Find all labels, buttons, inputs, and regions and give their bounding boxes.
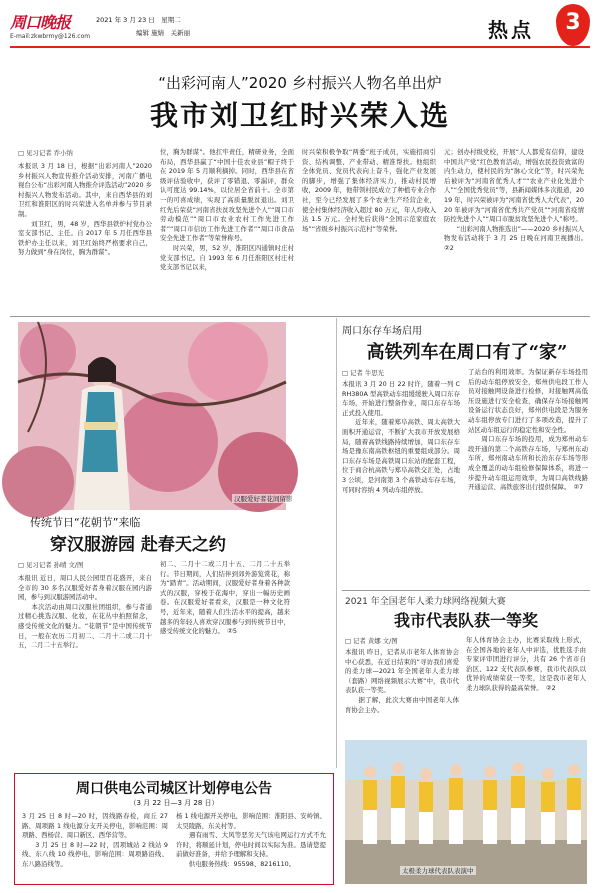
article5-col1: 3 月 25 日 8 时—20 时，因线路春检，商丘 27 路、周项路 1 线电源分支开关停电，影响范围：周项路、西杨营、周口新区、西华营等。 3 月 25 日 8 时—22 时，因项城站 2 线站 9 线、东八线 10 线停电，影响范围：周项路沿线、东八路沿线等。 xyxy=(22,812,168,868)
editor-line: 编辑 施婧 关新丽 xyxy=(136,29,191,37)
article3-col1: 本报讯 近日，周口人民公园里百花盛开，来自全市的 30 多名汉服爱好者身着汉服在园内游园，参与到汉服游园活动中。 本次活动由周口汉服社团组织，参与者通过精心挑选汉服、化妆，在花丛中拍照留念，感受传统文化的魅力。“花朝节”是中国传统节日，一般在农历二月初二、二月十二或二月十五，二月二十五举行。 xyxy=(18,574,152,650)
divider xyxy=(10,316,590,317)
article1-col4: 元；创办村级党校，开展“人人都爱有信仰，建设中国共产党”红色教育活动，增强农民投资致富的内生动力，使村民的为“脉心文化”等，时兴荣先后被评为“河南省优秀人才”“农业产业化先进个人”“全国优秀党员”等，县新闻媒体多次报道，2019 年，时兴荣被评为“河南省优秀人大代表”，2020 年被评为“河南省优秀共产党员”“河南省疫情防控先进个人”“周口市脱贫攻坚先进个人”称号。 “出彩河南人物推选出”——2020 乡村振兴人物发布活动将于 3 月 25 日晚在河南卫视播出。 ②2 xyxy=(444,148,584,252)
article1-kicker: “出彩河南人”2020 乡村振兴人物名单出炉 xyxy=(158,74,442,92)
article2-title: 高铁列车在周口有了“家” xyxy=(366,342,568,363)
article4-kicker: 2021 年全国老年人柔力球网络视频大赛 xyxy=(345,597,506,607)
rouliqiu-photo xyxy=(345,740,587,884)
article1-col3: 时兴荣积极争取“两委”班子成员，实施招商引资、结构调整、产业带动、精准帮扶。他组织全体党员、党员代表向上奋斗，强化产业发展的脚步，增强了集体经济实力，推动村民增收，2009 年，他带领村民成立了种植专业合作社，至今已经发展了多个农业生产经营企业，使全村集体经济收入超过 80 万元，年人均收入达 1.5 万元。全村先后获得“全国示范家庭农场”“省级乡村振兴示范村”等荣誉。 xyxy=(302,148,436,233)
article3-credit: □ 见习记者 孙晴 文/图 xyxy=(18,560,83,569)
article5-subtitle: （3 月 22 日—3 月 28 日） xyxy=(129,799,219,807)
article2-col1: 本报讯 3 月 20 日 22 时许，随着一列 CRH380A 型高铁动车组缓缓驶入周口东存车场，开始进行整备作业，周口东存车场正式投入使用。 近年来，随着郑阜高铁、周太高铁大面积开通运营，不断扩大我市开放发展格局，随着高铁线路持续增加，周口东存车场是豫东南高铁枢纽的重要组成部分。周口东存车场是高铁周口东站的配套工程，位于商合杭高铁与郑阜高铁交汇处，占地 3 公顷，是河南第 3 个高铁动车存车场，可同时容纳 4 列动车组停放。 xyxy=(342,380,460,494)
article4-credit: □ 记者 黄娜 文/图 xyxy=(345,636,398,645)
photo1-caption: 汉服爱好者花间留影 xyxy=(234,495,293,503)
divider xyxy=(342,590,590,591)
article3-title: 穿汉服游园 赴春天之约 xyxy=(50,535,226,555)
article1-title: 我市刘卫红时兴荣入选 xyxy=(149,99,450,132)
article2-kicker: 周口东存车场启用 xyxy=(342,326,422,337)
article5-col2: 杨 1 线电源开关停电，影响范围：淮阳县、安岭镇、太昊陵路、东关村等。 遇有雨雪、大风等恶劣天气该电网运行方式不允许时，将顺延计划，停电时间以实际为准。恳请您提前做好准备，并给予理解和支持。 供电服务热线：95598、8216110。 xyxy=(176,812,326,868)
article3-kicker: 传统节日“花朝节”来临 xyxy=(30,516,141,529)
column-divider xyxy=(336,318,337,768)
page-number-badge: 3 xyxy=(556,4,590,46)
article1-col2: 位，胸为群谋”。他扛牢责任，精研业务，全面布局，西华县赢了“中国十佳农业县”帽子终于在 2019 年 5 月顺利摘掉。同时，西华县在省级评估验收中，获评了零错退、零漏评，群众认可度达 99.14%，以位居全省前十。全市第一的可喜成绩，实现了高质量脱贫退出。刘卫红先后荣获“河南省扶贫攻坚先进个人”“周口市劳动模范”“周口市农业农村工作先进工作者”“周口市信访工作先进工作者”“周口市食品安全先进工作者”等荣誉称号。 时兴荣，男，52 岁，淮阳区四通镇时庄村党支部书记。自 1993 年 6 月任淮阳区村庄村党支部书记以来， xyxy=(160,148,294,272)
section-title: 热点 xyxy=(488,18,534,42)
header-rule xyxy=(10,46,590,48)
date-line: 2021 年 3 月 23 日 星期二 xyxy=(96,16,181,24)
article1-col1: 本报讯 3 月 18 日，根据“出彩河南人”2020 乡村振兴人物宣传推介活动安排，河南广播电视台公布“出彩河南人物推介评选活动”2020 乡村振兴人物发布活动。其中，来自西华县的刘卫红和淮阳区的时兴荣进入名单并参与节目录制。 刘卫红，男，48 岁，西华县铁炉村党办公室支部书记、主任。自 2017 年 5 月任西华县铁炉办主任以来，刘卫红始终严格要求自己，努力做到“身在岗位，胸为群谋”。 xyxy=(18,162,152,257)
article1-credit: □ 见习记者 乔小纳 xyxy=(18,148,73,157)
masthead-logo: 周口晚报 xyxy=(10,13,71,32)
photo2-caption: 太极柔力球代表队表演中 xyxy=(402,867,474,875)
article4-col2: 年人体育协会主办，比赛采取线上形式，在全国各地的老年人中评选，优胜选手由专家评审团进行评分，共有 26 个省市自治区、122 支代表队参赛，我市代表队以优异的成绩荣获一等奖，这是我市老年人柔力球队获得的最高荣誉。 ②2 xyxy=(466,636,586,692)
article5-title: 周口供电公司城区计划停电公告 xyxy=(76,781,272,797)
article2-credit: □ 记者 牛思光 xyxy=(342,368,384,377)
article2-col2: 了站台的利用效率。为保证新存车场投用后的动车组停放安全，郑州供电段工作人员对接触网设备进行检修，对接触网高低压设施进行安全检查，确保存车场接触网设备运行状态良好，郑州供电段是为服务动车组停放专门进行了多项改造，提升了站区动车组运行的稳定性和安全性。 周口东存车场的投用，成为郑州动车段开通的第二个高铁存车场，与郑州东动车所、郑州南动车所和长治东存车场等形成全覆盖的动车组检修保障体系，将进一步提升动车组运用效率，为周口高铁线路开通运营、高铁旅客出行提供保障。 ②7 xyxy=(468,368,588,492)
article4-title: 我市代表队获一等奖 xyxy=(393,611,538,630)
article4-col1: 本报讯 昨日，记者从市老年人体育协会中心获悉，在近日结束的“寻访我们喜爱的柔力球—2021 年全国老年人柔力球（套路）网络视频展示大赛”中，我市代表队获一等奖。 据了解，此次大赛由中国老年人体育协会主办。 xyxy=(345,648,459,714)
article3-col2: 初二、二月十二或二月十五、二月二十五举行。节日期间，人们结伴到郊外游览赏花，称为“踏青”。活动期间，汉服爱好者身着各种款式的汉服，穿梭于花海中，穿出一幅历史画卷。在汉服爱好者看来，汉服是一种文化符号，近年来，随着人们生活水平的提高，越来越多的年轻人喜欢穿汉服参与到传统节日中，感受传统文化的魅力。 ②5 xyxy=(160,560,290,636)
hanfu-photo xyxy=(18,322,286,510)
email-address: E-mail:zkwbrmy@126.com xyxy=(10,33,91,40)
